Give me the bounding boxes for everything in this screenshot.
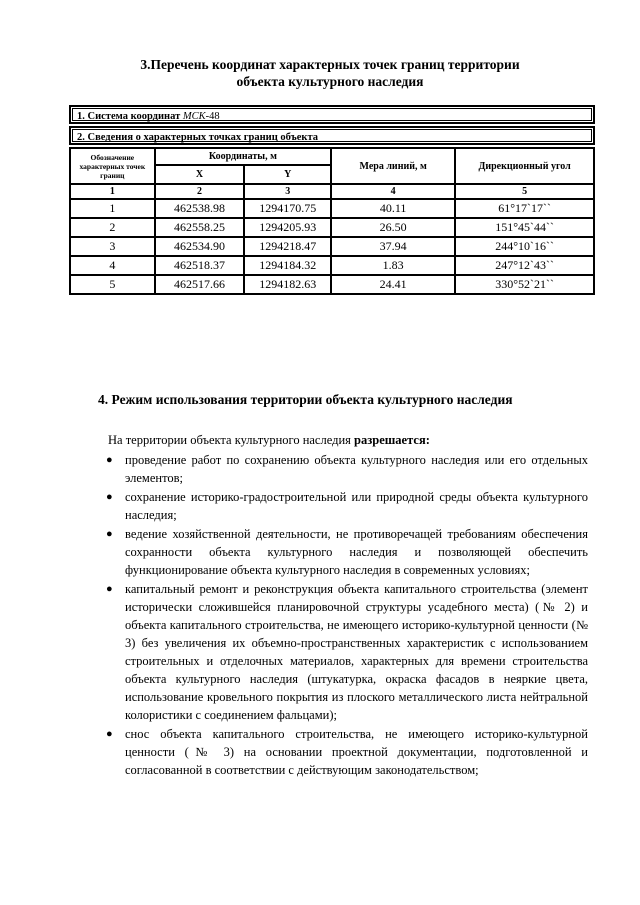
section4-title: 4. Режим использования территории объекта культурного наследия bbox=[98, 392, 513, 407]
col-number-5: 5 bbox=[455, 184, 594, 199]
bullet-icon: ● bbox=[106, 491, 113, 503]
point-y: 1294218.47 bbox=[244, 237, 331, 256]
section3-title bbox=[60, 56, 600, 90]
list-item-text: капитальный ремонт и реконструкция объекта капитального строительства (элемент исторически сложившейся планировочной структуры усадебного места) (№ 2) и объекта капитального строительства, не имеющего историко-культурной ценности (№ 3) без увеличения их объемно-пространственных характеристик с использованием строительных и отделочных материалов, характерных для времени строительства объекта культурного наследия (штукатурка, окраска фасадов в неяркие цвета, использование кровельного покрытия из плоского металлического листа нейтральной колористики с соединением фальцами); bbox=[125, 582, 588, 722]
list-item-text: проведение работ по сохранению объекта культурного наследия или его отдельных элементов; bbox=[125, 453, 588, 485]
list-item bbox=[104, 580, 588, 724]
point-number: 3 bbox=[70, 237, 155, 256]
point-x: 462517.66 bbox=[155, 275, 245, 294]
point-number: 1 bbox=[70, 199, 155, 218]
table-row bbox=[70, 256, 594, 275]
direction-angle: 61°17`17`` bbox=[455, 199, 594, 218]
list-item-text: снос объекта капитального строительства, не имеющего историко-культурной ценности (№ 3) на основании проектной документации, подготовленной и согласованной в соответствии с действующим законодательством; bbox=[125, 727, 588, 777]
point-number: 2 bbox=[70, 218, 155, 237]
bullet-icon: ● bbox=[106, 528, 113, 540]
header-designation: Обозначение характерных точек границ bbox=[70, 148, 155, 184]
direction-angle: 247°12`43`` bbox=[455, 256, 594, 275]
point-x: 462534.90 bbox=[155, 237, 245, 256]
coordinates-grid bbox=[69, 147, 595, 295]
header-angle: Дирекционный угол bbox=[455, 148, 594, 184]
bullet-icon: ● bbox=[106, 454, 113, 466]
section3-title-line1: 3.Перечень координат характерных точек границ территории bbox=[140, 57, 520, 72]
list-item bbox=[104, 725, 588, 779]
section4-intro bbox=[108, 433, 430, 448]
col-number-3: 3 bbox=[244, 184, 331, 199]
header-y: Y bbox=[244, 165, 331, 184]
intro-bold: разрешается: bbox=[354, 433, 430, 447]
point-x: 462558.25 bbox=[155, 218, 245, 237]
point-x: 462518.37 bbox=[155, 256, 245, 275]
coordinate-system-label: 1. Система координат bbox=[77, 111, 183, 122]
permitted-list bbox=[104, 451, 588, 780]
line-length: 1.83 bbox=[331, 256, 455, 275]
header-x: X bbox=[155, 165, 245, 184]
section3-title-line2: объекта культурного наследия bbox=[236, 74, 424, 89]
coordinate-system-suffix: -48 bbox=[205, 111, 220, 122]
list-item bbox=[104, 488, 588, 524]
list-item-text: сохранение историко-градостроительной или природной среды объекта культурного наследия; bbox=[125, 490, 588, 522]
bullet-icon: ● bbox=[106, 583, 113, 595]
coordinates-table bbox=[69, 105, 595, 295]
line-length: 40.11 bbox=[331, 199, 455, 218]
table-row bbox=[70, 218, 594, 237]
point-number: 5 bbox=[70, 275, 155, 294]
coordinate-system-name: МСК bbox=[182, 111, 206, 122]
line-length: 24.41 bbox=[331, 275, 455, 294]
list-item bbox=[104, 451, 588, 487]
list-item-text: ведение хозяйственной деятельности, не противоречащей требованиям обеспечения сохранности объекта культурного наследия и позволяющей обеспечить функционирование объекта культурного наследия в современных условиях; bbox=[125, 527, 588, 577]
point-y: 1294170.75 bbox=[244, 199, 331, 218]
direction-angle: 244°10`16`` bbox=[455, 237, 594, 256]
line-length: 26.50 bbox=[331, 218, 455, 237]
point-y: 1294182.63 bbox=[244, 275, 331, 294]
coordinate-system-row bbox=[69, 105, 595, 124]
line-length: 37.94 bbox=[331, 237, 455, 256]
header-length: Мера линий, м bbox=[331, 148, 455, 184]
direction-angle: 330°52`21`` bbox=[455, 275, 594, 294]
col-number-2: 2 bbox=[155, 184, 245, 199]
intro-text: На территории объекта культурного наследия bbox=[108, 433, 355, 447]
point-x: 462538.98 bbox=[155, 199, 245, 218]
point-y: 1294205.93 bbox=[244, 218, 331, 237]
boundary-points-info-row: 2. Сведения о характерных точках границ объекта bbox=[69, 126, 595, 145]
direction-angle: 151°45`44`` bbox=[455, 218, 594, 237]
bullet-icon: ● bbox=[106, 728, 113, 740]
list-item bbox=[104, 525, 588, 579]
table-row bbox=[70, 237, 594, 256]
point-number: 4 bbox=[70, 256, 155, 275]
header-coords: Координаты, м bbox=[155, 148, 331, 165]
table-row bbox=[70, 199, 594, 218]
col-number-1: 1 bbox=[70, 184, 155, 199]
table-row bbox=[70, 275, 594, 294]
col-number-4: 4 bbox=[331, 184, 455, 199]
point-y: 1294184.32 bbox=[244, 256, 331, 275]
